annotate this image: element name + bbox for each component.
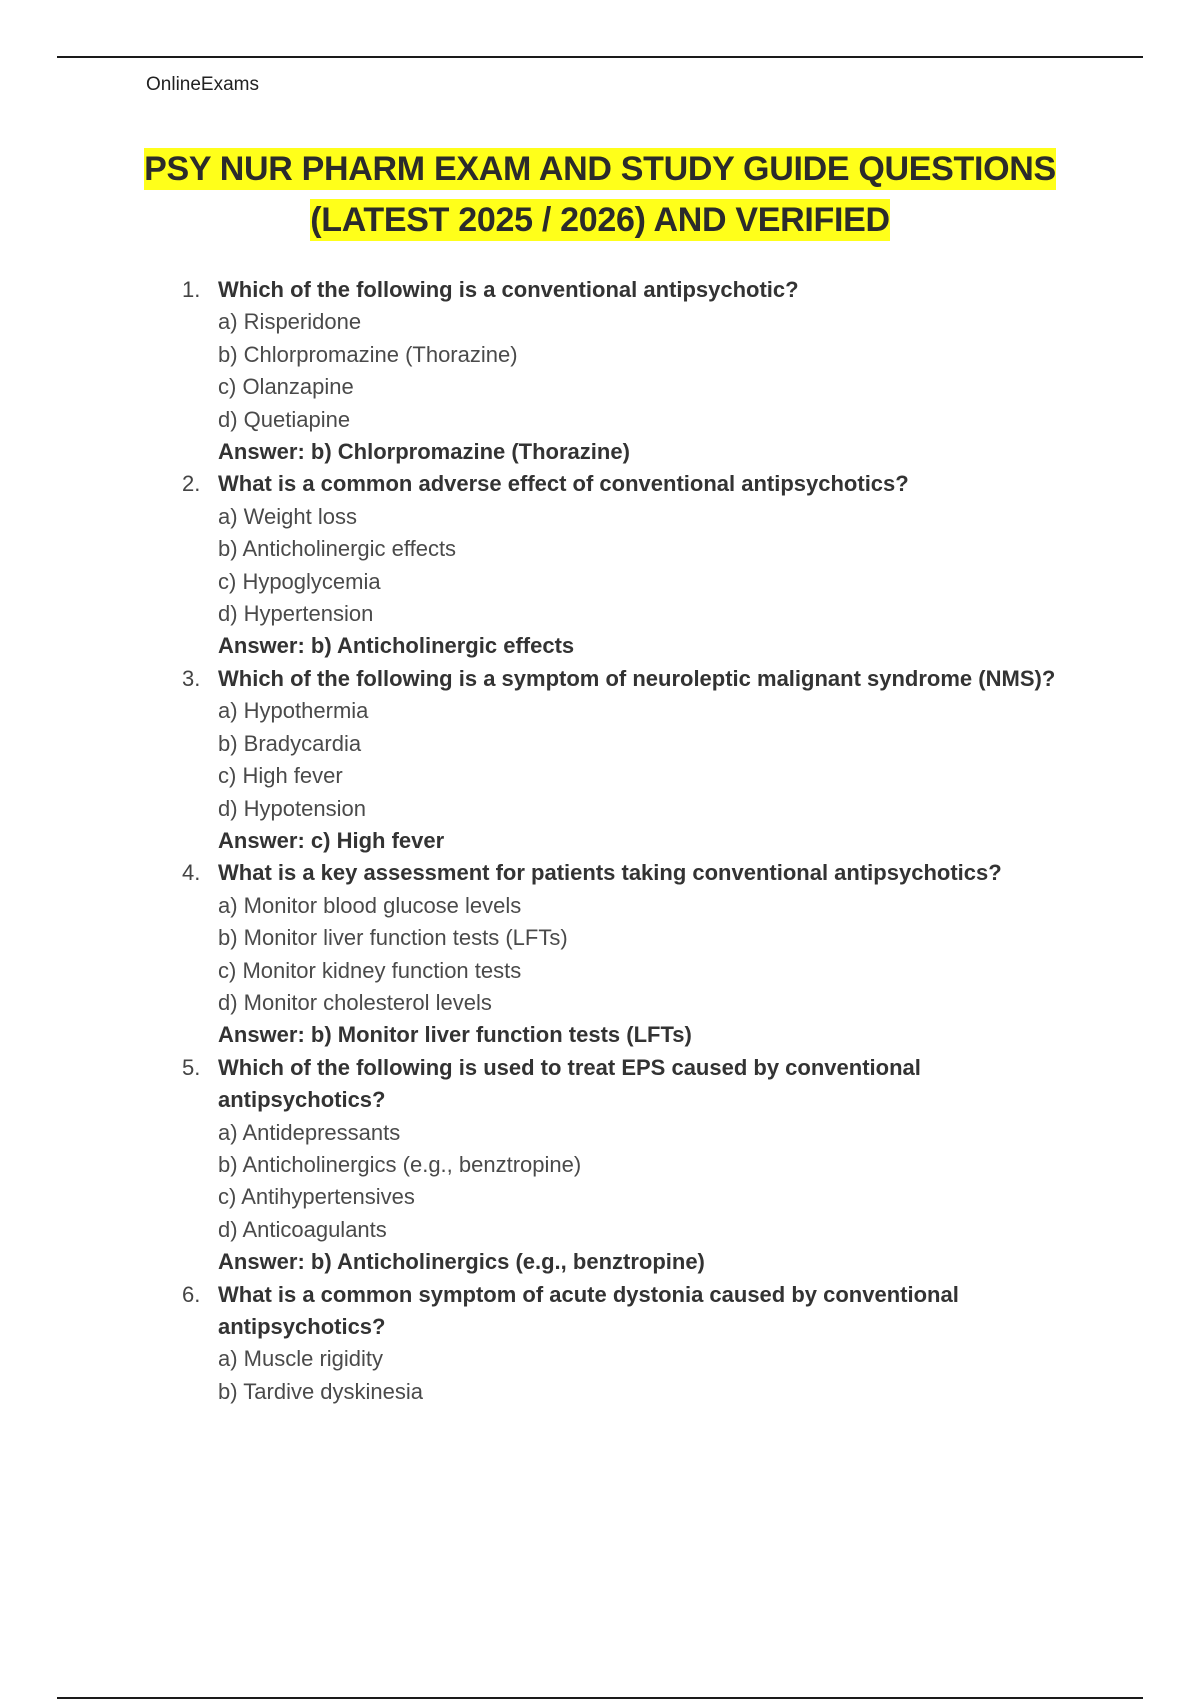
answer-text: Answer: b) Chlorpromazine (Thorazine) [218, 439, 630, 465]
question-text: Which of the following is a conventional antipsychotic? [218, 277, 799, 302]
question-number: 3. [182, 665, 201, 691]
question-number: 4. [182, 860, 201, 886]
title-line-1: PSY NUR PHARM EXAM AND STUDY GUIDE QUESTIONS [144, 150, 1056, 188]
question-text: What is a common symptom of acute dystonia caused by conventional antipsychotics? [218, 1281, 959, 1339]
question-number: 2. [182, 471, 201, 497]
question-text: Which of the following is a symptom of neuroleptic malignant syndrome (NMS)? [218, 665, 1056, 691]
option-a: a) Monitor blood glucose levels [218, 892, 522, 918]
header-rule [57, 56, 1143, 58]
option-c: c) Antihypertensives [218, 1184, 415, 1210]
question-text: What is a key assessment for patients taking conventional antipsychotics? [218, 860, 1002, 886]
option-d: d) Anticoagulants [218, 1216, 387, 1242]
option-d: d) Monitor cholesterol levels [218, 989, 492, 1015]
question-list [178, 274, 1078, 1408]
option-c: c) Monitor kidney function tests [218, 957, 522, 983]
answer-text: Answer: b) Monitor liver function tests (LFTs) [218, 1022, 692, 1048]
option-c: c) Hypoglycemia [218, 568, 381, 594]
question-number: 5. [182, 1054, 201, 1080]
option-a: a) Antidepressants [218, 1119, 401, 1145]
option-d: d) Hypotension [218, 795, 366, 821]
option-a: a) Weight loss [218, 503, 357, 529]
page-title [100, 144, 1100, 246]
option-b: b) Anticholinergic effects [218, 536, 457, 562]
title-line-2: (LATEST 2025 / 2026) AND VERIFIED [310, 201, 890, 239]
question-item [178, 274, 1078, 468]
option-d: d) Quetiapine [218, 406, 351, 432]
question-item [178, 663, 1078, 857]
option-a: a) Muscle rigidity [218, 1346, 384, 1372]
option-b: b) Chlorpromazine (Thorazine) [218, 341, 518, 367]
question-number: 6. [182, 1281, 201, 1307]
option-b: b) Monitor liver function tests (LFTs) [218, 925, 568, 951]
question-text: What is a common adverse effect of conventional antipsychotics? [218, 471, 909, 497]
answer-text: Answer: b) Anticholinergic effects [218, 633, 575, 659]
question-item [178, 857, 1078, 1051]
question-text: Which of the following is used to treat EPS caused by conventional antipsychotics? [218, 1054, 921, 1113]
question-number: 1. [182, 277, 201, 302]
option-a: a) Hypothermia [218, 698, 369, 724]
option-c: c) High fever [218, 763, 343, 789]
option-b: b) Anticholinergics (e.g., benztropine) [218, 1151, 582, 1177]
question-item [178, 468, 1078, 662]
option-c: c) Olanzapine [218, 374, 354, 400]
header-brand: OnlineExams [146, 74, 259, 95]
answer-text: Answer: b) Anticholinergics (e.g., benztropine) [218, 1249, 705, 1275]
option-d: d) Hypertension [218, 601, 374, 627]
option-b: b) Tardive dyskinesia [218, 1378, 424, 1404]
question-item [178, 1279, 1078, 1409]
option-a: a) Risperidone [218, 309, 362, 335]
answer-text: Answer: c) High fever [218, 827, 445, 853]
question-item [178, 1052, 1078, 1279]
footer-rule [57, 1697, 1143, 1699]
option-b: b) Bradycardia [218, 730, 362, 756]
